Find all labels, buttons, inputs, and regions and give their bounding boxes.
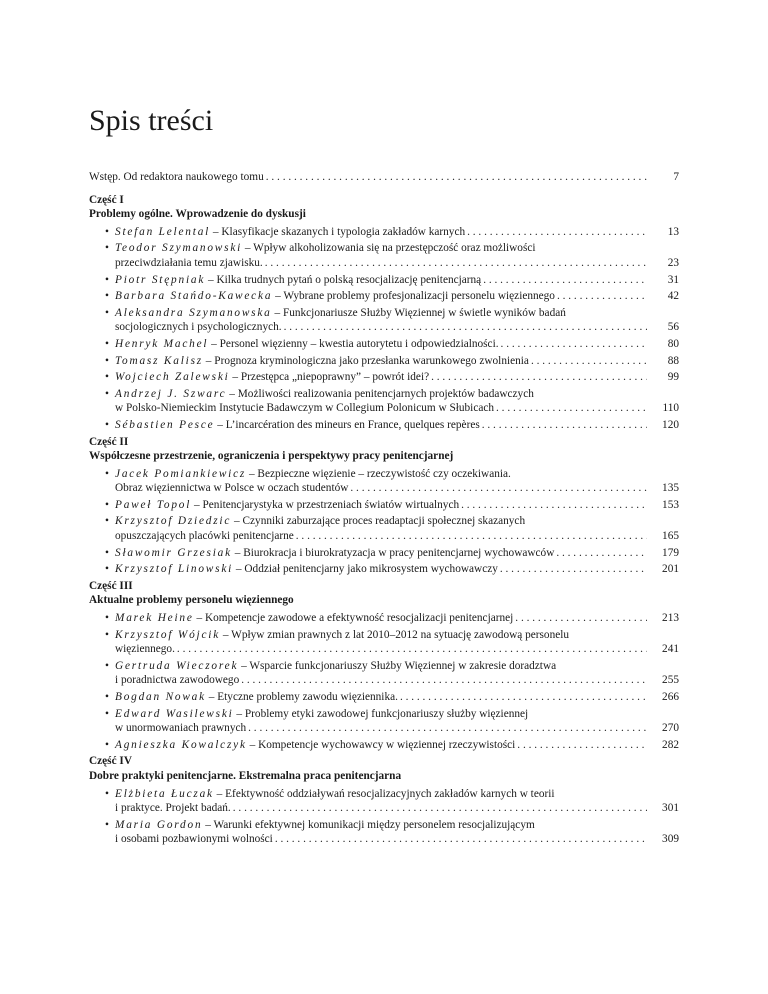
dot-leader xyxy=(177,642,647,657)
toc-entry: • Sébastien Pesce – L’incarcération des mineurs en France, quelques repères . . . 120 xyxy=(89,418,679,433)
part-heading xyxy=(89,435,679,464)
toc-entry: • Krzysztof Dziedzic – Czynniki zaburzające proces readaptacji społecznej skazanych opuszczających placówki penitencjarne . . . 165 xyxy=(89,514,679,543)
page-number: 270 xyxy=(662,722,679,735)
part-label: Część I xyxy=(89,193,124,206)
entry-author: Paweł Topol xyxy=(115,498,192,511)
toc-entry: • Wojciech Zalewski – Przestępca „niepoprawny” – powrót idei? . . . 99 xyxy=(89,370,679,385)
page-number: 165 xyxy=(662,530,679,543)
part-title: Problemy ogólne. Wprowadzenie do dyskusji xyxy=(89,208,306,221)
entry-title: Obraz więziennictwa w Polsce w oczach studentów xyxy=(115,482,349,495)
dot-leader xyxy=(483,273,647,288)
part-heading xyxy=(89,193,679,222)
dot-leader xyxy=(531,354,647,369)
dot-leader xyxy=(556,546,647,561)
entry-author: Gertruda Wieczorek xyxy=(115,659,239,672)
dot-leader xyxy=(467,225,647,240)
part-label: Część III xyxy=(89,579,133,592)
entry-title: Kompetencje wychowawcy w więziennej rzeczywistości xyxy=(258,738,516,751)
entry-title: opuszczających placówki penitencjarne xyxy=(115,530,294,543)
entry-author: Sébastien Pesce xyxy=(115,418,215,431)
entry-title: Personel więzienny – kwestia autorytetu i odpowiedzialności. xyxy=(219,337,499,350)
dot-leader xyxy=(515,611,647,626)
page-number: 301 xyxy=(662,802,679,815)
entry-author: Jacek Pomiankiewicz xyxy=(115,467,247,480)
entry-author: Krzysztof Wójcik xyxy=(115,628,221,641)
entry-author: Teodor Szymanowski xyxy=(115,242,243,255)
page-number: 31 xyxy=(667,273,679,286)
entry-title: Możliwości realizowania penitencjarnych projektów badawczych xyxy=(237,387,534,400)
toc-entry: • Elżbieta Łuczak – Efektywność oddziaływań resocjalizacyjnych zakładów karnych w teorii i praktyce. Projekt badań. . . . 301 xyxy=(89,787,679,816)
page-number: 7 xyxy=(673,171,679,183)
dot-leader xyxy=(233,801,647,816)
entry-title: Bezpieczne więzienie – rzeczywistość czy oczekiwania. xyxy=(257,467,511,480)
entry-title: Efektywność oddziaływań resocjalizacyjnych zakładów karnych w teorii xyxy=(225,787,555,800)
toc-entry: • Krzysztof Wójcik – Wpływ zmian prawnych z lat 2010–2012 na sytuację zawodową personelu więziennego. . . . 241 xyxy=(89,628,679,657)
toc-entry: • Henryk Machel – Personel więzienny – kwestia autorytetu i odpowiedzialności. . . . 80 xyxy=(89,337,679,352)
toc-entry: • Edward Wasilewski – Problemy etyki zawodowej funkcjonariuszy służby więziennej w unormowaniach prawnych . . . 270 xyxy=(89,707,679,736)
entry-title: Kompetencje zawodowe a efektywność resocjalizacji penitencjarnej xyxy=(204,612,514,625)
entry-title: Kilka trudnych pytań o polską resocjalizację penitencjarną xyxy=(216,273,482,286)
dot-leader xyxy=(248,721,647,736)
dot-leader xyxy=(266,170,647,185)
part-heading xyxy=(89,754,679,783)
entry-author: Bogdan Nowak xyxy=(115,691,206,703)
entry-title: Funkcjonariusze Służby Więziennej w świetle wyników badań xyxy=(282,306,566,319)
intro-title: Wstęp. Od redaktora naukowego tomu xyxy=(89,171,264,183)
part-heading xyxy=(89,579,679,608)
dot-leader xyxy=(482,418,647,433)
page-number: 80 xyxy=(667,337,679,350)
dot-leader xyxy=(496,401,647,416)
entry-title: Penitencjarystyka w przestrzeniach światów wirtualnych xyxy=(202,498,460,511)
entry-title: Biurokracja i biurokratyzacja w pracy penitencjarnej wychowawców xyxy=(243,546,555,559)
entry-title: Wsparcie funkcjonariuszy Służby Więziennej w zakresie doradztwa xyxy=(249,659,557,672)
toc-entry: • Stefan Lelental – Klasyfikacje skazanych i typologia zakładów karnych . . . 13 xyxy=(89,225,679,240)
entry-title: Problemy etyki zawodowej funkcjonariuszy służby więziennej xyxy=(244,707,529,720)
dot-leader xyxy=(275,832,647,847)
toc-entry: • Jacek Pomiankiewicz – Bezpieczne więzienie – rzeczywistość czy oczekiwania. Obraz więziennictwa w Polsce w oczach studentów . . . 135 xyxy=(89,467,679,496)
entry-title: przeciwdziałania temu zjawisku. xyxy=(115,256,263,269)
entry-title: Klasyfikacje skazanych i typologia zakładów karnych xyxy=(221,225,466,238)
page-number: 23 xyxy=(667,256,679,269)
dot-leader xyxy=(284,320,647,335)
toc-entry: • Bogdan Nowak – Etyczne problemy zawodu więziennika. . . . 266 xyxy=(89,690,679,705)
dot-leader xyxy=(501,337,647,352)
page-number: 42 xyxy=(667,290,679,303)
page-number: 88 xyxy=(667,354,679,367)
toc-entry: • Aleksandra Szymanowska – Funkcjonariusze Służby Więziennej w świetle wyników badań socjologicznych i psychologicznych. . . . 56 xyxy=(89,306,679,335)
page-number: 213 xyxy=(662,612,679,625)
entry-title: L’incarcération des mineurs en France, quelques repères xyxy=(225,418,480,431)
toc-entry: • Paweł Topol – Penitencjarystyka w przestrzeniach światów wirtualnych . . . 153 xyxy=(89,498,679,513)
toc-entry: • Krzysztof Linowski – Oddział penitencjarny jako mikrosystem wychowawczy . . . 201 xyxy=(89,562,679,577)
page-title: Spis treści xyxy=(89,104,214,137)
page-number: 266 xyxy=(662,691,679,703)
dot-leader xyxy=(265,256,647,271)
toc-entry: • Piotr Stępniak – Kilka trudnych pytań o polską resocjalizację penitencjarną . . . 31 xyxy=(89,273,679,288)
entry-title: Wpływ alkoholizowania się na przestępczość oraz możliwości xyxy=(253,242,536,255)
part-title: Aktualne problemy personelu więziennego xyxy=(89,594,294,607)
entry-title: w unormowaniach prawnych xyxy=(115,722,247,735)
entry-author: Andrzej J. Szwarc xyxy=(115,387,227,400)
toc-entry: • Gertruda Wieczorek – Wsparcie funkcjonariuszy Służby Więziennej w zakresie doradztwa i poradnictwa zawodowego . . . 255 xyxy=(89,659,679,688)
dot-leader xyxy=(461,498,647,513)
toc-entry: • Tomasz Kalisz – Prognoza kryminologiczna jako przesłanka warunkowego zwolnienia . . . 88 xyxy=(89,354,679,369)
entry-title: i poradnictwa zawodowego xyxy=(115,674,240,687)
toc-entry: • Marek Heine – Kompetencje zawodowe a efektywność resocjalizacji penitencjarnej . . . 213 xyxy=(89,611,679,626)
toc-intro-entry xyxy=(89,170,679,185)
dot-leader xyxy=(350,481,647,496)
entry-title: Wpływ zmian prawnych z lat 2010–2012 na sytuację zawodową personelu xyxy=(231,628,570,641)
page-number: 153 xyxy=(662,498,679,511)
part-label: Część II xyxy=(89,435,129,448)
entry-author: Krzysztof Dziedzic xyxy=(115,515,232,528)
dot-leader xyxy=(431,370,647,385)
entry-author: Agnieszka Kowalczyk xyxy=(115,738,247,751)
entry-author: Wojciech Zalewski xyxy=(115,371,230,384)
entry-title: i osobami pozbawionymi wolności xyxy=(115,833,273,846)
entry-author: Tomasz Kalisz xyxy=(115,354,203,367)
page-number: 13 xyxy=(667,225,679,238)
dot-leader xyxy=(500,562,647,577)
entry-title: Wybrane problemy profesjonalizacji personelu więziennego xyxy=(283,290,555,303)
dot-leader xyxy=(296,529,647,544)
entry-title: i praktyce. Projekt badań. xyxy=(115,802,231,815)
page-number: 255 xyxy=(662,674,679,687)
entry-author: Barbara Stańdo-Kawecka xyxy=(115,290,273,303)
entry-author: Elżbieta Łuczak xyxy=(115,787,214,800)
page-number: 110 xyxy=(662,402,679,415)
entry-author: Piotr Stępniak xyxy=(115,273,206,286)
part-title: Współczesne przestrzenie, ograniczenia i perspektywy pracy penitencjarnej xyxy=(89,450,454,463)
page-number: 282 xyxy=(662,738,679,751)
part-label: Część IV xyxy=(89,755,132,768)
entry-author: Maria Gordon xyxy=(115,818,203,831)
entry-title: Warunki efektywnej komunikacji między personelem resocjalizującym xyxy=(213,818,535,831)
toc-entry: • Sławomir Grzesiak – Biurokracja i biurokratyzacja w pracy penitencjarnej wychowawców . . . 179 xyxy=(89,546,679,561)
entry-author: Henryk Machel xyxy=(115,337,209,350)
entry-title: Etyczne problemy zawodu więziennika. xyxy=(217,691,398,703)
entry-author: Stefan Lelental xyxy=(115,225,211,238)
page-number: 201 xyxy=(662,563,679,576)
toc-entry: • Agnieszka Kowalczyk – Kompetencje wychowawcy w więziennej rzeczywistości . . . 282 xyxy=(89,738,679,753)
toc-entry: • Teodor Szymanowski – Wpływ alkoholizowania się na przestępczość oraz możliwości przeciwdziałania temu zjawisku. . . . 23 xyxy=(89,241,679,270)
entry-author: Marek Heine xyxy=(115,612,194,625)
entry-title: więziennego. xyxy=(115,643,175,656)
entry-title: w Polsko-Niemieckim Instytucie Badawczym w Collegium Polonicum w Słubicach xyxy=(115,402,495,415)
entry-author: Aleksandra Szymanowska xyxy=(115,306,272,319)
entry-title: Przestępca „niepoprawny” – powrót idei? xyxy=(240,371,430,384)
table-of-contents xyxy=(89,170,679,849)
entry-author: Krzysztof Linowski xyxy=(115,563,234,576)
entry-title: Oddział penitencjarny jako mikrosystem wychowawczy xyxy=(244,563,498,576)
page-number: 241 xyxy=(662,643,679,656)
page-number: 120 xyxy=(662,418,679,431)
page-number: 56 xyxy=(667,321,679,334)
entry-author: Edward Wasilewski xyxy=(115,707,234,720)
dot-leader xyxy=(400,690,647,705)
entry-title: Prognoza kryminologiczna jako przesłanka warunkowego zwolnienia xyxy=(214,354,529,367)
toc-entry: • Andrzej J. Szwarc – Możliwości realizowania penitencjarnych projektów badawczych w Polsko-Niemieckim Instytucie Badawczym w Collegium Polonicum w Słubicach . . . 110 xyxy=(89,387,679,416)
page-number: 99 xyxy=(667,371,679,384)
page-number: 135 xyxy=(662,482,679,495)
part-title: Dobre praktyki penitencjarne. Ekstremalna praca penitencjarna xyxy=(89,769,402,782)
page-number: 309 xyxy=(662,833,679,846)
entry-title: socjologicznych i psychologicznych. xyxy=(115,321,282,334)
dot-leader xyxy=(517,738,647,753)
toc-entry: • Barbara Stańdo-Kawecka – Wybrane problemy profesjonalizacji personelu więziennego . . . 42 xyxy=(89,289,679,304)
page-number: 179 xyxy=(662,546,679,559)
toc-entry: • Maria Gordon – Warunki efektywnej komunikacji między personelem resocjalizującym i osobami pozbawionymi wolności . . . 309 xyxy=(89,818,679,847)
entry-title: Czynniki zaburzające proces readaptacji społecznej skazanych xyxy=(242,515,526,528)
entry-author: Sławomir Grzesiak xyxy=(115,546,232,559)
dot-leader xyxy=(557,289,647,304)
dot-leader xyxy=(241,673,647,688)
